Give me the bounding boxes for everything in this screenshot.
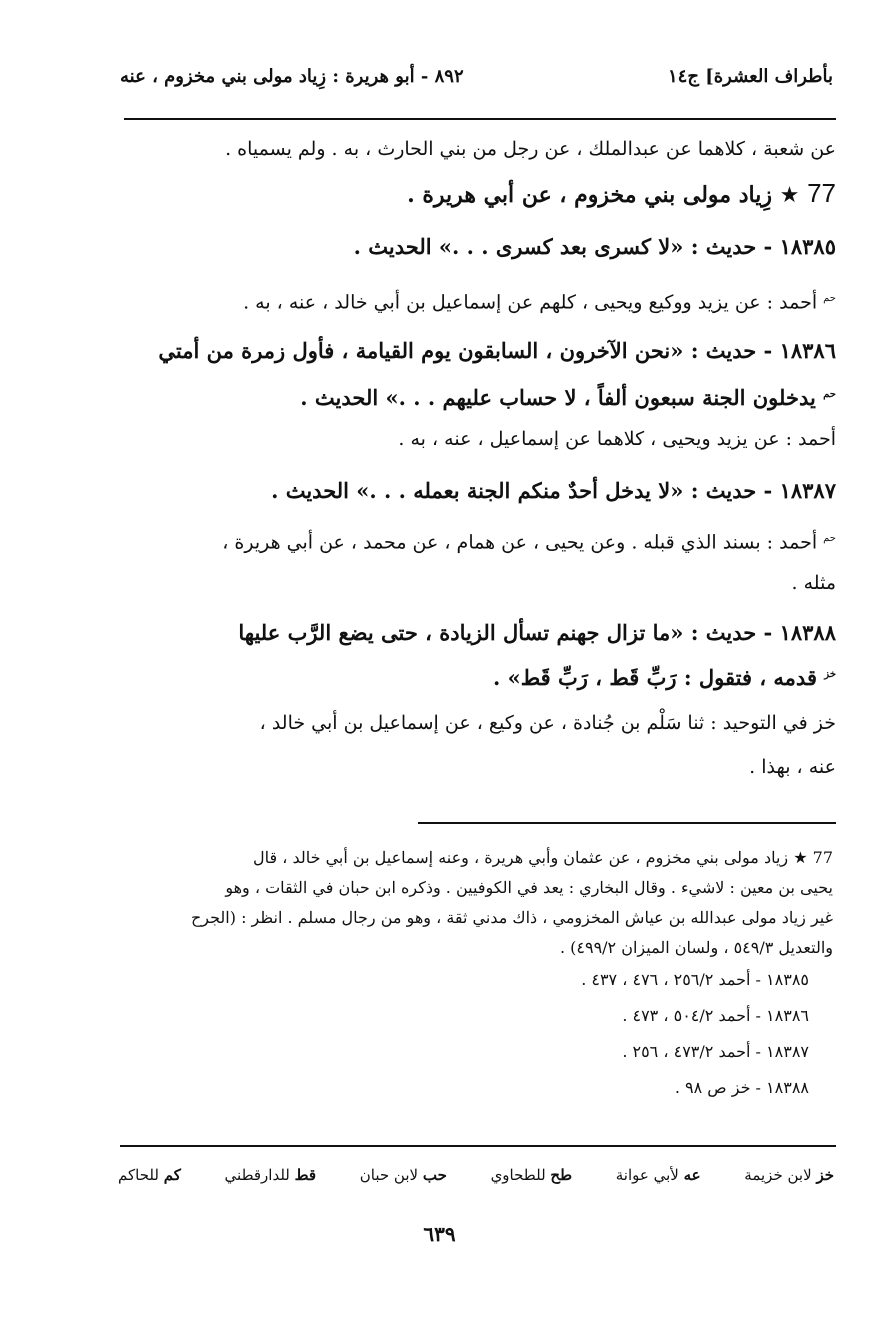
footnote-line: والتعديل ٥٤٩/٣ ، ولسان الميزان ٤٩٩/٢) . [559, 938, 833, 957]
hadith-text: - حديث : «نحن الآخرون ، السابقون يوم القيامة ، فأول زمرة من أمتي [158, 338, 773, 363]
abbr-item: قط للدارقطني [224, 1166, 317, 1184]
footnote-separator [418, 822, 836, 824]
hadith-number: ١٨٣٨٦ [779, 338, 836, 363]
footnote-line: 77 ★ زياد مولى بني مخزوم ، عن عثمان وأبي هريرة ، وعنه إسماعيل بن أبي خالد ، قال [252, 848, 833, 867]
hadith-text: يدخلون الجنة سبعون ألفاً ، لا حساب عليهم . . .» الحديث . [300, 385, 816, 410]
footnote-ref: ١٨٣٨٧ - أحمد ٤٧٣/٢ ، ٢٥٦ . [622, 1042, 809, 1061]
hadith-text: - حديث : «لا كسرى بعد كسرى . . .» الحديث . [353, 234, 773, 259]
footer-rule [120, 1145, 836, 1147]
star-icon: ★ [779, 183, 800, 208]
footnote-line: غير زياد مولى عبدالله بن عياش المخزومي ، ذاك مدني ثقة ، وهو من رجال مسلم . انظر : (الجرح [190, 908, 833, 927]
footnote-ref: ١٨٣٨٦ - أحمد ٥٠٤/٢ ، ٤٧٣ . [622, 1006, 809, 1025]
header-volume: بأطراف العشرة] ج١٤ [667, 65, 833, 87]
page-number: ٦٣٩ [423, 1222, 456, 1246]
footnote-ref: ١٨٣٨٨ - خز ص ٩٨ . [674, 1078, 809, 1097]
header-section: ٨٩٢ - أبو هريرة : زِياد مولى بني مخزوم ، عنه [120, 65, 464, 87]
body-line: عن شعبة ، كلاهما عن عبدالملك ، عن رجل من بني الحارث ، به . ولم يسمياه . [225, 138, 836, 160]
hadith-18385 [124, 230, 836, 264]
hadith-source-cont: مثله . [791, 572, 836, 594]
source-text: أحمد : بسند الذي قبله . وعن يحيى ، عن همام ، عن محمد ، عن أبي هريرة ، [222, 531, 818, 554]
narrator-heading [124, 176, 836, 213]
source-mark: حم [823, 533, 836, 544]
footnote-ref: ١٨٣٨٥ - أحمد ٢٥٦/٢ ، ٤٧٦ ، ٤٣٧ . [581, 970, 809, 989]
hadith-text-cont [124, 378, 836, 415]
hadith-text-cont [124, 658, 836, 695]
hadith-source: أحمد : عن يزيد ويحيى ، كلاهما عن إسماعيل ، عنه ، به . [398, 428, 836, 450]
hadith-number: ١٨٣٨٧ [779, 478, 836, 503]
running-header [120, 58, 833, 94]
narrator-name: زِياد مولى بني مخزوم ، عن أبي هريرة . [407, 182, 772, 208]
hadith-text: - حديث : «ما تزال جهنم تسأل الزيادة ، حتى يضع الرَّب عليها [238, 620, 773, 645]
abbr-item: كم للحاكم [118, 1166, 181, 1184]
hadith-number: ١٨٣٨٥ [779, 234, 836, 259]
source-mark: حم [823, 293, 836, 304]
hadith-text: قدمه ، فتقول : رَبِّ قَط ، رَبِّ قَط» . [493, 665, 817, 690]
hadith-18387 [124, 474, 836, 508]
header-rule [124, 118, 836, 120]
hadith-source: خز في التوحيد : ثنا سَلْم بن جُنادة ، عن وكيع ، عن إسماعيل بن أبي خالد ، [259, 712, 836, 734]
hadith-18386 [124, 334, 836, 368]
hadith-source-cont: عنه ، بهذا . [749, 756, 836, 778]
hadith-source [124, 282, 836, 319]
abbr-item: طح للطحاوي [490, 1166, 573, 1184]
source-mark: حم [823, 389, 836, 400]
hadith-text: - حديث : «لا يدخل أحدٌ منكم الجنة بعمله . . .» الحديث . [271, 478, 773, 503]
narrator-number: 77 [807, 178, 836, 208]
abbr-item: عه لأبي عوانة [615, 1166, 701, 1184]
abbr-item: حب لابن حبان [359, 1166, 447, 1184]
hadith-number: ١٨٣٨٨ [779, 620, 836, 645]
source-mark: خز [824, 669, 836, 680]
footnote-line: يحيى بن معين : لاشيء . وقال البخاري : يعد في الكوفيين . وذكره ابن حبان في الثقات ، وهو [225, 878, 833, 897]
abbreviation-key [118, 1160, 834, 1190]
hadith-18388 [124, 616, 836, 650]
source-text: أحمد : عن يزيد ووكيع ويحيى ، كلهم عن إسماعيل بن أبي خالد ، عنه ، به . [243, 291, 818, 314]
abbr-item: خز لابن خزيمة [744, 1166, 834, 1184]
hadith-source [124, 522, 836, 559]
